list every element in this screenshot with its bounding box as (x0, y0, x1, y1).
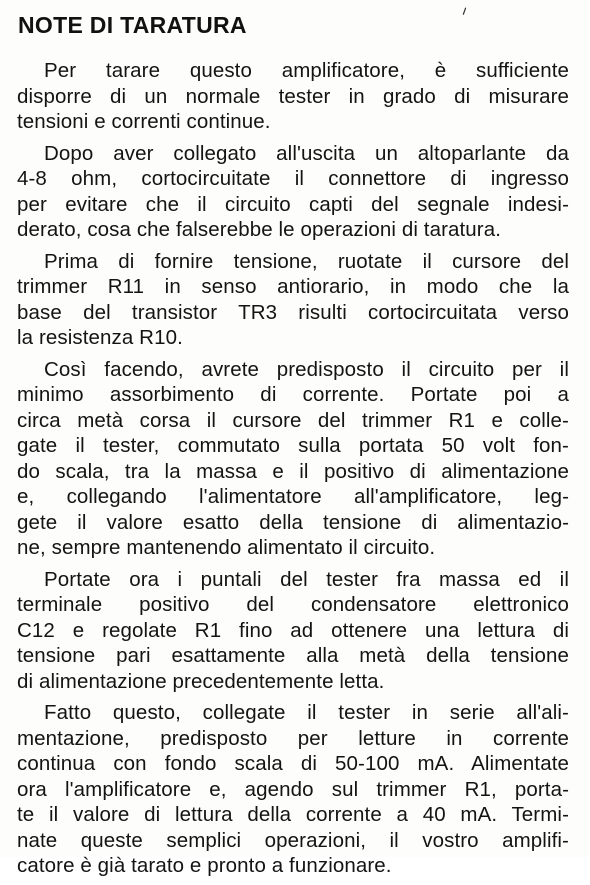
text-line: Prima di fornire tensione, ruotate il cursore del (44, 249, 569, 273)
text-line: di alimentazione precedentemente letta. (17, 669, 385, 693)
text-line: Così facendo, avrete predisposto il circuito per il (44, 357, 569, 381)
stray-ink-mark: ı (460, 1, 470, 19)
text-line: do scala, tra la massa e il positivo di alimentazione (17, 459, 569, 483)
text-line: te il valore di lettura della corrente a 40 mA. Termi- (17, 803, 569, 826)
text-line: la resistenza R10. (17, 326, 183, 349)
text-line: derato, cosa che falserebbe le operazioni di taratura. (17, 218, 502, 241)
text-line: tensioni e correnti continue. (17, 110, 271, 133)
text-line: Portate ora i puntali del tester fra massa ed il (44, 567, 569, 591)
paragraph-6 (17, 700, 569, 879)
text-line: catore è già tarato e pronto a funzionare. (17, 854, 392, 877)
article-body (17, 58, 569, 885)
text-line: minimo assorbimento di corrente. Portate poi a (17, 383, 569, 406)
paragraph-4 (17, 357, 569, 561)
text-line: 4-8 ohm, cortocircuitate il connettore di ingresso (17, 167, 569, 190)
text-line: ne, sempre mantenendo alimentato il circuito. (17, 536, 436, 559)
text-line: circa metà corsa il cursore del trimmer R1 e colle- (17, 408, 569, 432)
text-line: Per tarare questo amplificatore, è sufficiente (44, 59, 569, 82)
text-line: terminale positivo del condensatore elettronico (17, 593, 569, 616)
paragraph-5 (17, 567, 569, 695)
paragraph-3 (17, 249, 569, 351)
text-line: trimmer R11 in senso antiorario, in modo che la (17, 275, 569, 298)
text-line: base del transistor TR3 risulti cortocircuitata verso (17, 300, 569, 324)
section-heading: NOTE DI TARATURA (18, 12, 247, 38)
text-line: gate il tester, commutato sulla portata 50 volt fon- (17, 434, 569, 457)
text-line: continua con fondo scala di 50-100 mA. Alimentate (17, 752, 569, 775)
text-line: mentazione, predisposto per letture in corrente (17, 726, 569, 750)
paragraph-2 (17, 141, 569, 243)
text-line: ora l'amplificatore e, agendo sul trimmer R1, porta- (17, 777, 569, 801)
paragraph-1 (17, 58, 569, 135)
text-line: nate queste semplici operazioni, il vostro amplifi- (17, 828, 569, 852)
text-line: gete il valore esatto della tensione di alimentazio- (17, 510, 569, 534)
text-line: tensione pari esattamente alla metà della tensione (17, 644, 569, 667)
text-line: Dopo aver collegato all'uscita un altoparlante da (44, 141, 569, 165)
text-line: e, collegando l'alimentatore all'amplificatore, leg- (17, 485, 569, 508)
text-line: per evitare che il circuito capti del segnale indesi- (17, 192, 569, 216)
text-line: Fatto questo, collegate il tester in serie all'ali- (44, 701, 569, 724)
text-line: C12 e regolate R1 fino ad ottenere una lettura di (17, 618, 569, 642)
text-line: disporre di un normale tester in grado di misurare (17, 84, 569, 108)
